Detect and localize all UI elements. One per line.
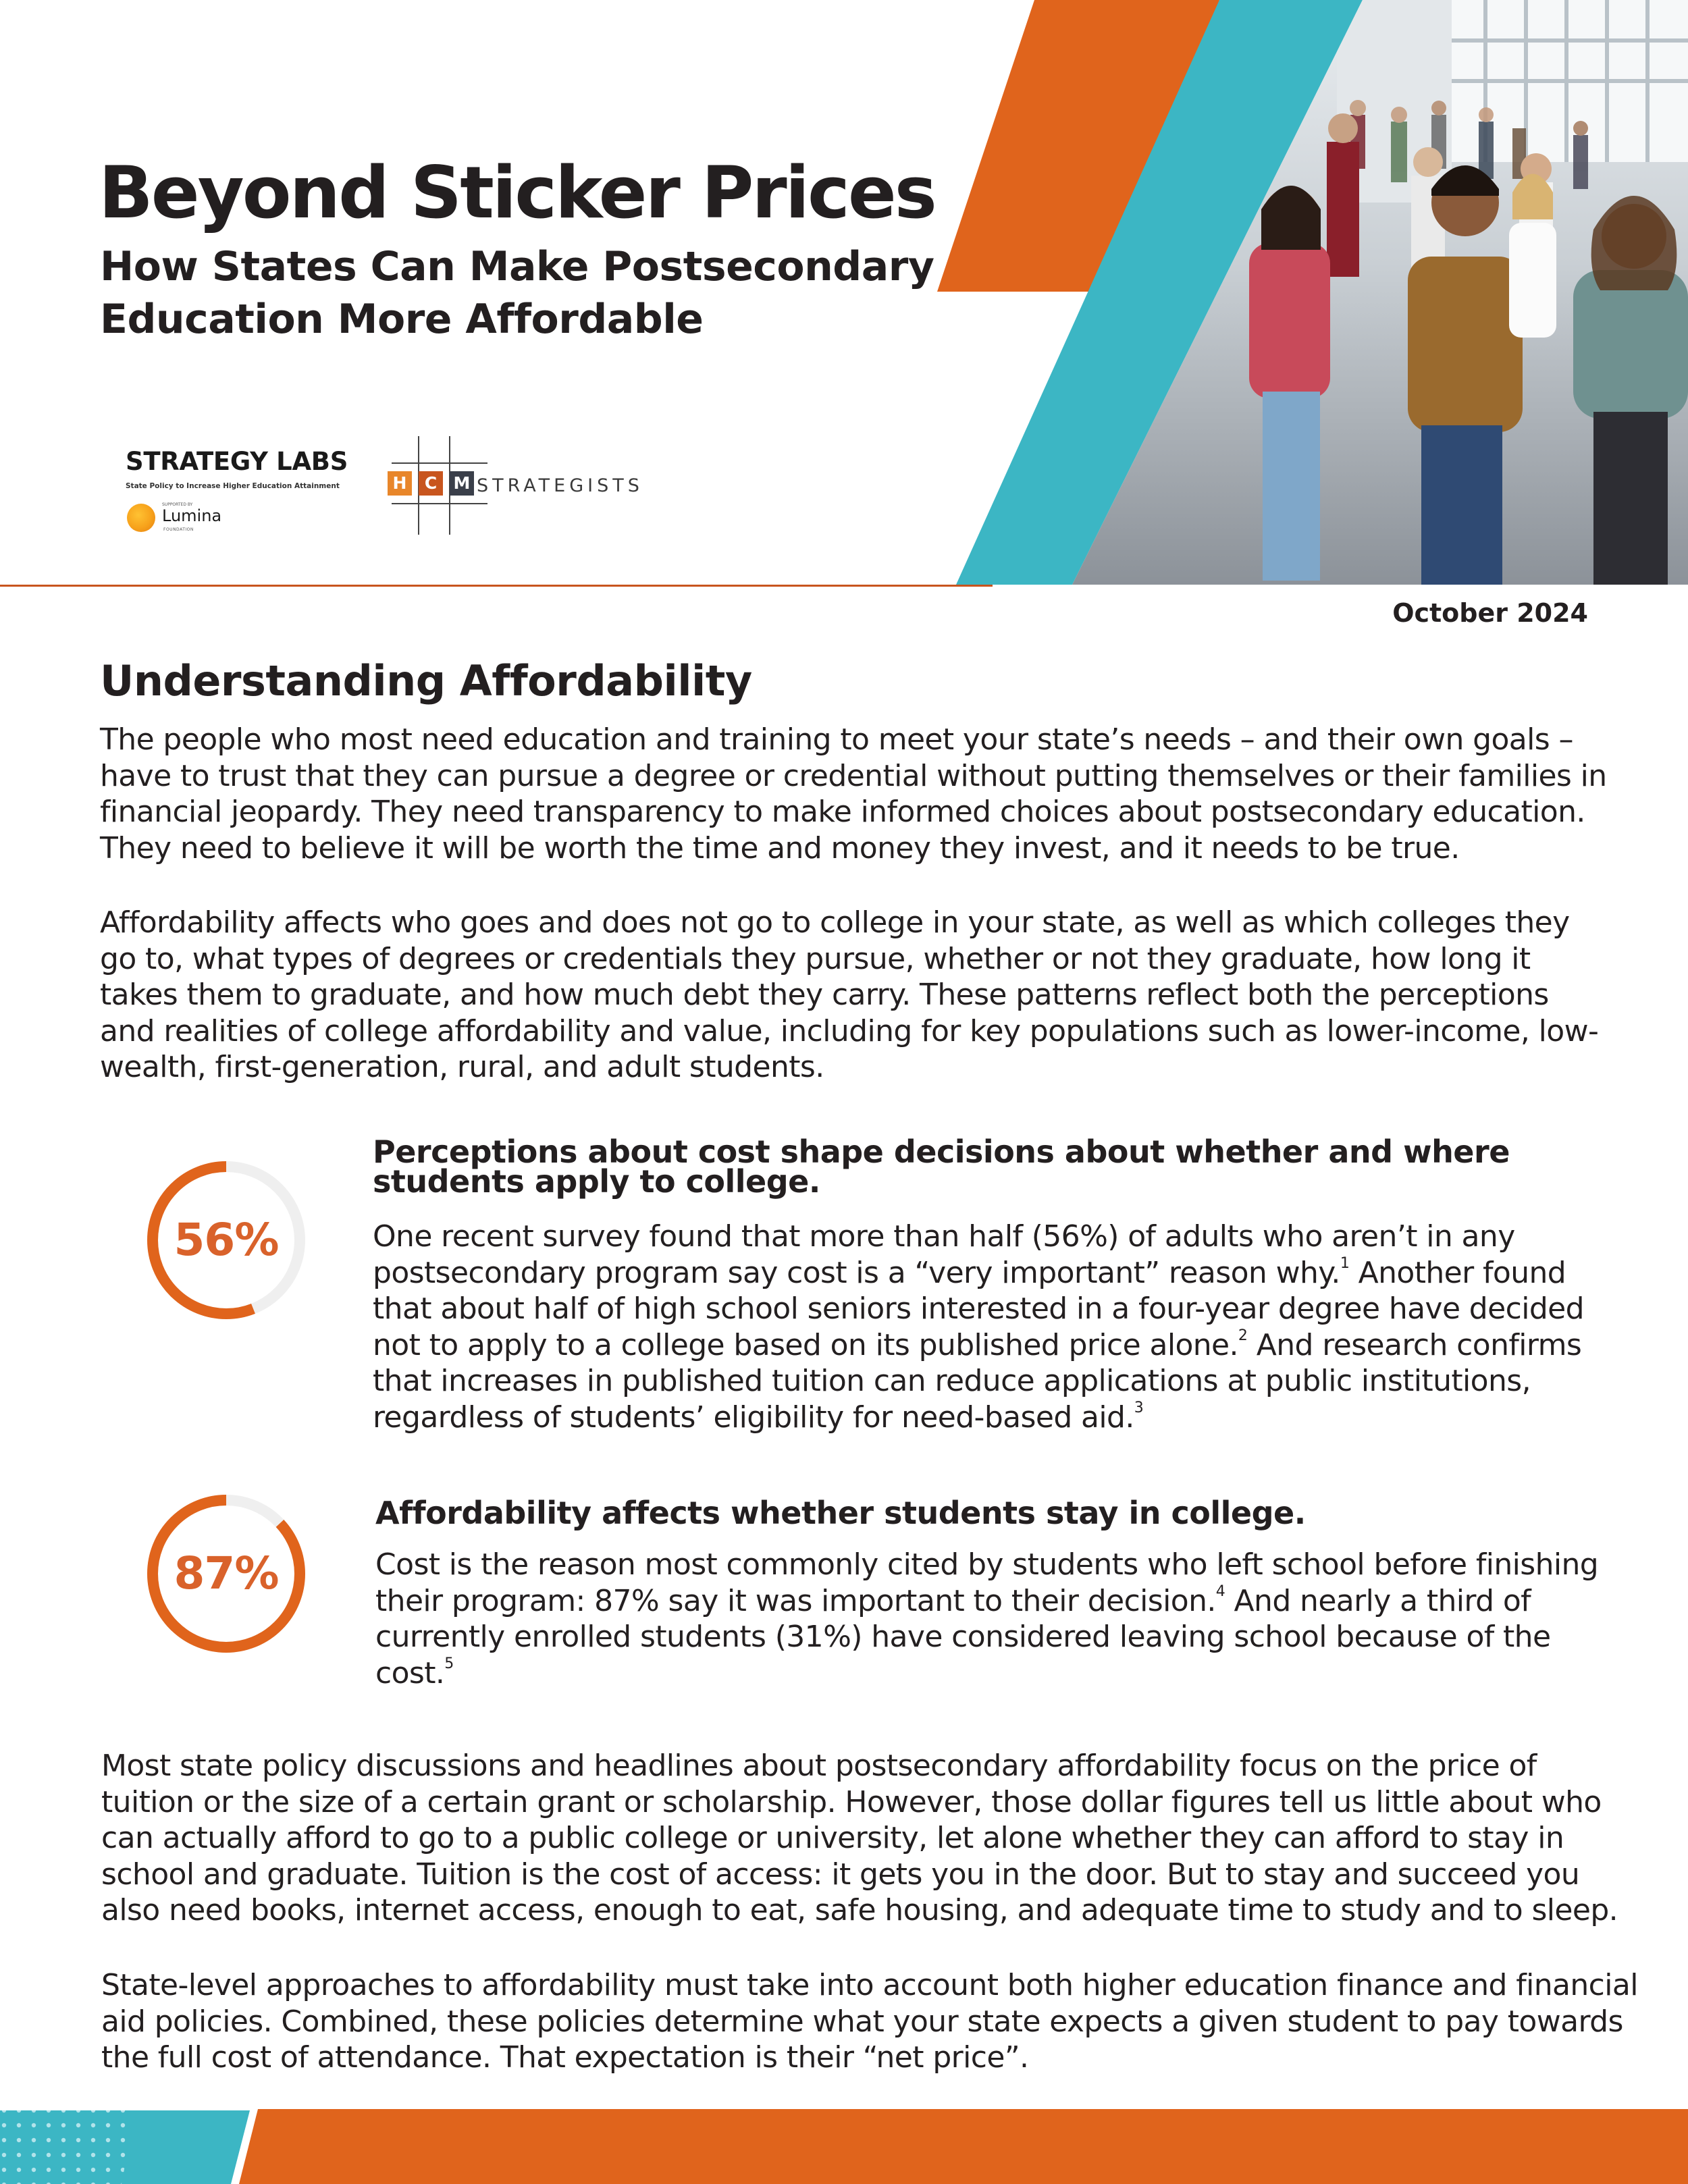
line-text: Another found	[1349, 1255, 1566, 1290]
text-line: go to, what types of degrees or credentials they pursue, whether or not they graduate, how long it	[100, 941, 1531, 976]
hcm-letter-m: M	[450, 471, 474, 496]
text-line: aid policies. Combined, these policies determine what your state expects a given student to pay towards	[101, 2004, 1623, 2039]
footnote-ref[interactable]: 1	[1340, 1254, 1350, 1272]
text-line: can actually afford to go to a public college or university, let alone whether they can afford to stay in	[101, 1821, 1564, 1855]
text-line: and realities of college affordability and value, including for key populations such as lower-income, low-	[100, 1013, 1599, 1048]
text-line	[373, 1400, 1584, 1436]
text-line: financial jeopardy. They need transparency to make informed choices about postsecondary education.	[100, 795, 1585, 829]
text-line: Affordability affects who goes and does not go to college in your state, as well as which colleges they	[100, 905, 1570, 940]
closing-paragraph-1	[101, 1748, 1618, 1929]
lumina-sun-icon	[127, 504, 155, 532]
text-line	[375, 1619, 1598, 1655]
line-text: not to apply to a college based on its published price alone.	[373, 1327, 1238, 1362]
text-line: school and graduate. Tuition is the cost of access: it gets you in the door. But to stay and succeed you	[101, 1857, 1580, 1892]
text-line: Perceptions about cost shape decisions about whether and where	[373, 1134, 1510, 1170]
line-text: cost.	[375, 1655, 445, 1690]
stat-body-cost-perceptions	[373, 1219, 1584, 1435]
donut-label: 56%	[174, 1214, 279, 1266]
lumina-name: Lumina	[162, 506, 222, 525]
footnote-ref[interactable]: 3	[1134, 1399, 1144, 1416]
hcm-strategists-word: STRATEGISTS	[477, 475, 643, 496]
text-line: students apply to college.	[373, 1163, 820, 1200]
text-line: Most state policy discussions and headlines about postsecondary affordability focus on the price of	[101, 1749, 1537, 1783]
text-line: Affordability affects whether students stay in college.	[375, 1495, 1306, 1531]
text-line: takes them to graduate, and how much debt they carry. These patterns reflect both the perceptions	[100, 978, 1549, 1012]
line-text: currently enrolled students (31%) have considered leaving school because of the	[375, 1620, 1551, 1654]
line-text: postsecondary program say cost is a “very important” reason why.	[373, 1255, 1340, 1290]
text-line: tuition or the size of a certain grant or scholarship. However, those dollar figures tell us little about who	[101, 1784, 1602, 1819]
line-text: Cost is the reason most commonly cited by students who left school before finishing	[375, 1547, 1599, 1582]
text-line	[373, 1291, 1584, 1327]
text-line	[373, 1327, 1584, 1364]
page-title: Beyond Sticker Prices	[99, 151, 935, 234]
line-text: that about half of high school seniors interested in a four-year degree have decided	[373, 1291, 1584, 1326]
text-line	[373, 1219, 1584, 1255]
stat-heading-cost-perceptions	[373, 1134, 1510, 1200]
footer-banner-art	[0, 2106, 1688, 2184]
text-line	[373, 1255, 1584, 1291]
intro-paragraph-2	[100, 905, 1598, 1086]
strategy-labs-logo	[126, 447, 369, 541]
line-text: And nearly a third of	[1225, 1583, 1531, 1618]
intro-paragraph-1	[100, 722, 1607, 866]
hcm-strategists-logo	[379, 435, 663, 536]
stat-donut-87	[142, 1489, 311, 1658]
stat-heading-retention	[375, 1495, 1306, 1531]
header-divider	[0, 585, 993, 587]
closing-paragraph-2	[101, 1967, 1638, 2076]
section-heading: Understanding Affordability	[100, 656, 752, 705]
line-text: that increases in published tuition can reduce applications at public institutions,	[373, 1364, 1531, 1398]
footnote-ref[interactable]: 5	[444, 1655, 454, 1672]
text-line	[375, 1547, 1598, 1583]
text-line: also need books, internet access, enough to eat, safe housing, and adequate time to study and to sleep.	[101, 1893, 1618, 1927]
lumina-foundation: FOUNDATION	[163, 527, 194, 532]
hcm-letter-h: H	[388, 471, 412, 496]
text-line: The people who most need education and training to meet your state’s needs – and their own goals –	[100, 722, 1573, 757]
footnote-ref[interactable]: 4	[1215, 1582, 1225, 1600]
text-line: wealth, first-generation, rural, and adult students.	[100, 1050, 824, 1084]
text-line	[373, 1363, 1584, 1400]
text-line: the full cost of attendance. That expectation is their “net price”.	[101, 2040, 1029, 2075]
strategy-labs-tagline: State Policy to Increase Higher Education Attainment	[126, 482, 340, 490]
text-line: have to trust that they can pursue a degree or credential without putting themselves or their families in	[100, 758, 1607, 793]
strategy-labs-name: STRATEGY LABS	[126, 447, 348, 476]
subtitle-line: How States Can Make Postsecondary	[100, 243, 934, 290]
subtitle-line: Education More Affordable	[100, 296, 704, 343]
footer-dot-pattern	[0, 2110, 135, 2184]
footnote-ref[interactable]: 2	[1238, 1327, 1248, 1344]
line-text: regardless of students’ eligibility for need-based aid.	[373, 1400, 1134, 1435]
text-line: They need to believe it will be worth the time and money they invest, and it needs to be true.	[100, 830, 1460, 865]
footer-orange-band	[239, 2109, 1688, 2184]
stat-body-retention	[375, 1547, 1598, 1691]
text-line	[375, 1583, 1598, 1620]
stat-donut-56	[142, 1156, 311, 1325]
hcm-letter-c: C	[419, 471, 443, 496]
text-line	[375, 1655, 1598, 1692]
lumina-supported-by: SUPPORTED BY	[162, 502, 193, 507]
donut-label: 87%	[174, 1547, 279, 1599]
text-line: State-level approaches to affordability must take into account both higher education finance and financial	[101, 1968, 1638, 2002]
line-text: One recent survey found that more than half (56%) of adults who aren’t in any	[373, 1219, 1515, 1254]
line-text: And research confirms	[1247, 1327, 1582, 1362]
publication-date: October 2024	[1392, 598, 1588, 628]
line-text: their program: 87% say it was important to their decision.	[375, 1583, 1216, 1618]
